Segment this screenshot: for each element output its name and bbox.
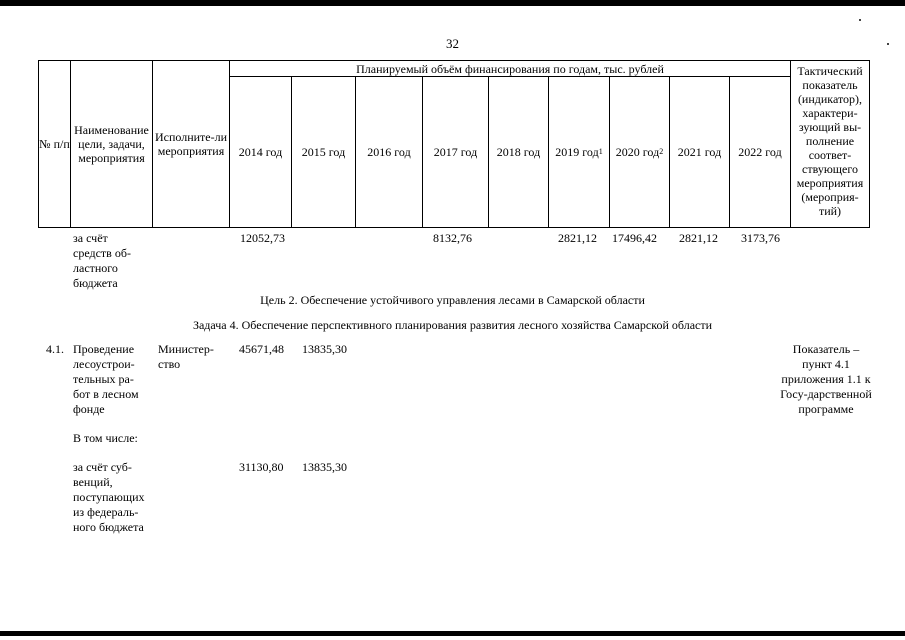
scan-speck: [859, 19, 861, 21]
header-number: № п/п: [39, 137, 70, 151]
header-year-2014: 2014 год: [238, 145, 283, 159]
header-year-2022: 2022 год: [738, 145, 782, 159]
header-plan-group: Планируемый объём финансирования по годам, тыс. рублей: [356, 61, 664, 76]
header-year-2021: 2021 год: [677, 145, 722, 159]
row-federal-name: за счёт суб-венций, поступающих из федераль-ного бюджета: [73, 460, 145, 534]
item-name: Проведение лесоустрои-тельных ра-бот в лесном фонде: [73, 342, 139, 416]
table-header: [38, 60, 870, 228]
item-value-2014: 45671,48: [239, 342, 284, 356]
header-indicator: Тактический показатель (индикатор), характери-зующий вы-полнение соответ-ствующего мероприятия (мероприя-тий): [796, 64, 864, 218]
item-including-label: В том числе:: [73, 431, 138, 445]
row-regional-2020: 17496,42: [612, 231, 657, 245]
item-indicator: Показатель – пункт 4.1 приложения 1.1 к Госу-дарственной программе: [780, 342, 872, 416]
row-regional-name: за счёт средств об-ластного бюджета: [73, 231, 131, 290]
header-executor: Исполните-ли мероприятия: [154, 130, 228, 158]
header-year-2015: 2015 год: [301, 145, 346, 159]
row-regional-2022: 3173,76: [741, 231, 780, 245]
table-rule: [869, 60, 870, 228]
row-regional-2019: 2821,12: [558, 231, 597, 245]
header-year-2016: 2016 год: [367, 145, 411, 159]
row-regional-2017: 8132,76: [433, 231, 472, 245]
header-year-2019: 2019 год 1: [555, 145, 603, 159]
year-2020-label: 2020 год: [615, 145, 660, 159]
header-year-2018: 2018 год: [496, 145, 541, 159]
item-executor: Министер-ство: [158, 342, 214, 371]
page-number: 32: [446, 36, 459, 51]
item-value-2015: 13835,30: [302, 342, 347, 356]
header-year-2020: 2020 год 2: [615, 145, 664, 159]
item-number: 4.1.: [46, 342, 64, 356]
row-federal-2014: 31130,80: [239, 460, 284, 474]
header-year-2017: 2017 год: [433, 145, 478, 159]
scan-top-border: [0, 0, 905, 6]
table-rule: [38, 227, 870, 228]
year-2019-label: 2019 год: [555, 145, 599, 159]
task-heading: Задача 4. Обеспечение перспективного планирования развития лесного хозяйства Самарской области: [192, 318, 713, 332]
scan-bottom-border: [0, 631, 905, 636]
row-federal-2015: 13835,30: [302, 460, 347, 474]
header-name: Наименование цели, задачи, мероприятия: [74, 123, 149, 165]
row-regional-2014: 12052,73: [240, 231, 285, 245]
row-regional-2021: 2821,12: [679, 231, 718, 245]
goal-heading: Цель 2. Обеспечение устойчивого управления лесами в Самарской области: [260, 293, 645, 307]
